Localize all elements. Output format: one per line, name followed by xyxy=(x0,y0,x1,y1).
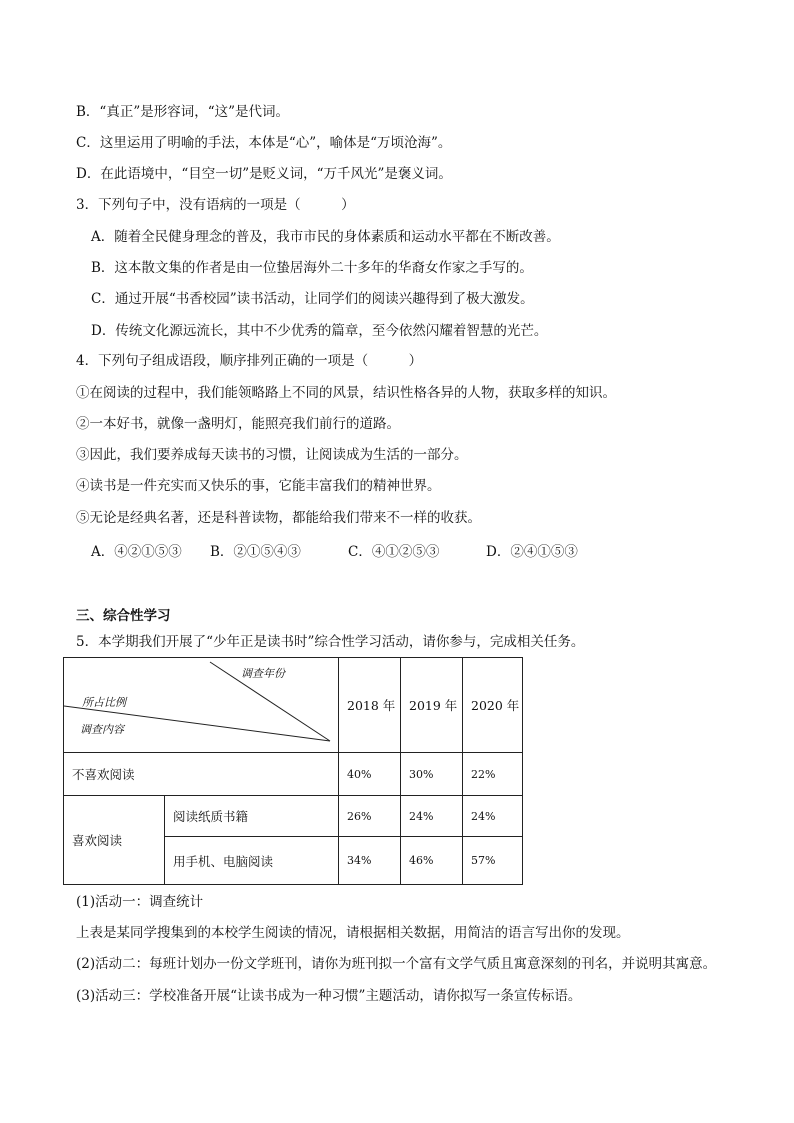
question-4-option-c: C．④①②⑤③ xyxy=(348,544,440,560)
question-3-option-a: A．随着全民健身理念的普及，我市市民的身体素质和运动水平都在不断改善。 xyxy=(91,229,560,245)
activity-1-text: 上表是某同学搜集到的本校学生阅读的情况，请根据相关数据，用简洁的语言写出你的发现。 xyxy=(76,925,630,941)
option-b: B．“真正”是形容词，“这”是代词。 xyxy=(76,104,290,120)
table-cell: 46% xyxy=(401,837,463,885)
year-2019: 2019 年 xyxy=(401,658,463,753)
header-ratio-label: 所占比例 xyxy=(82,696,126,709)
table-cell: 26% xyxy=(339,796,401,837)
table-header-diagonal xyxy=(64,658,339,753)
header-year-label: 调查年份 xyxy=(241,667,285,680)
row-label-digital: 用手机、电脑阅读 xyxy=(165,837,339,885)
table-cell: 57% xyxy=(463,837,523,885)
sentence-2: ②一本好书，就像一盏明灯，能照亮我们前行的道路。 xyxy=(76,416,400,432)
question-3-option-d: D．传统文化源远流长，其中不少优秀的篇章，至今依然闪耀着智慧的光芒。 xyxy=(91,323,548,339)
table-row xyxy=(64,753,523,796)
year-2018: 2018 年 xyxy=(339,658,401,753)
question-5: 5．本学期我们开展了“少年正是读书时”综合性学习活动，请你参与，完成相关任务。 xyxy=(76,634,585,650)
question-4-option-a: A．④②①⑤③ xyxy=(91,544,182,560)
option-d: D．在此语境中，“目空一切”是贬义词，“万千风光”是褒义词。 xyxy=(76,166,452,182)
question-3: 3．下列句子中，没有语病的一项是（ ） xyxy=(76,197,355,213)
year-2020: 2020 年 xyxy=(463,658,523,753)
table-cell: 24% xyxy=(401,796,463,837)
row-label-dislike: 不喜欢阅读 xyxy=(64,753,339,796)
table-cell: 34% xyxy=(339,837,401,885)
sentence-1: ①在阅读的过程中，我们能领略路上不同的风景，结识性格各异的人物，获取多样的知识。 xyxy=(76,385,616,401)
activity-3: (3)活动三：学校准备开展“让读书成为一种习惯”主题活动，请你拟写一条宣传标语。 xyxy=(76,988,582,1004)
activity-2: (2)活动二：每班计划办一份文学班刊，请你为班刊拟一个富有文学气质且寓意深刻的刊名，并说明其寓意。 xyxy=(76,956,717,972)
table-cell: 30% xyxy=(401,753,463,796)
sentence-4: ④读书是一件充实而又快乐的事，它能丰富我们的精神世界。 xyxy=(76,478,441,494)
question-3-option-c: C．通过开展“书香校园”读书活动，让同学们的阅读兴趣得到了极大激发。 xyxy=(91,291,534,307)
activity-1: (1)活动一：调查统计 xyxy=(76,894,204,910)
section-heading: 三、综合性学习 xyxy=(76,608,171,624)
sentence-3: ③因此，我们要养成每天读书的习惯，让阅读成为生活的一部分。 xyxy=(76,447,468,463)
header-content-label: 调查内容 xyxy=(80,723,124,736)
question-4: 4．下列句子组成语段，顺序排列正确的一项是（ ） xyxy=(76,353,423,369)
table-cell: 24% xyxy=(463,796,523,837)
table-cell: 22% xyxy=(463,753,523,796)
row-label-paper: 阅读纸质书籍 xyxy=(165,796,339,837)
question-3-option-b: B．这本散文集的作者是由一位蛰居海外二十多年的华裔女作家之手写的。 xyxy=(91,260,533,276)
survey-table xyxy=(63,657,523,885)
table-cell: 40% xyxy=(339,753,401,796)
option-c: C．这里运用了明喻的手法，本体是“心”，喻体是“万顷沧海”。 xyxy=(76,135,452,151)
question-4-option-b: B．②①⑤④③ xyxy=(210,544,301,560)
sentence-5: ⑤无论是经典名著，还是科普读物，都能给我们带来不一样的收获。 xyxy=(76,510,481,526)
question-4-option-d: D．②④①⑤③ xyxy=(486,544,578,560)
row-label-like: 喜欢阅读 xyxy=(64,796,165,885)
table-row xyxy=(64,796,523,837)
